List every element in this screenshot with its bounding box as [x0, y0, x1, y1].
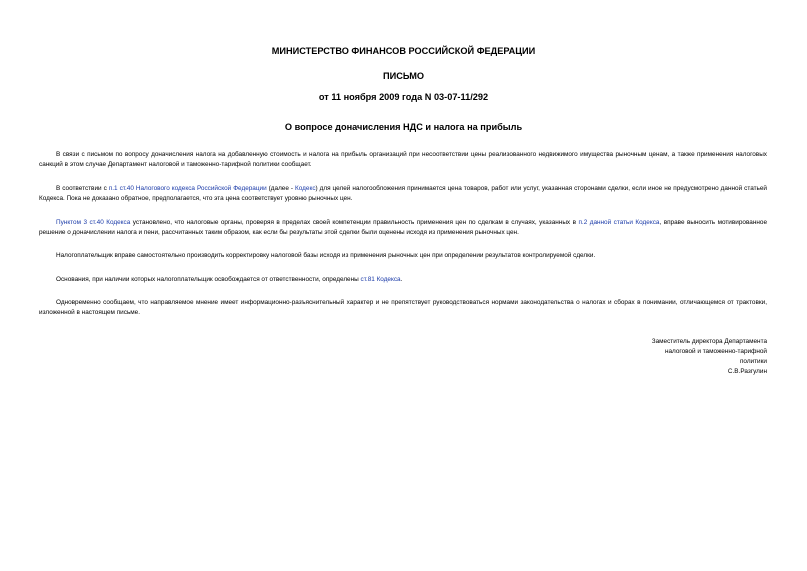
signature-position-line-3: политики: [739, 358, 767, 365]
signature-block: [652, 337, 767, 377]
date-number-heading: от 11 ноября 2009 года N 03-07-11/292: [318, 92, 489, 102]
subject-heading: О вопросе доначисления НДС и налога на прибыль: [284, 122, 523, 132]
article-40-point-2-link[interactable]: п.2 данной статьи Кодекса: [578, 218, 660, 226]
letter-body: [39, 150, 767, 332]
paragraph-2: [39, 184, 767, 204]
paragraph-2-text-end: ) для целей налогообложения принимается цена товаров, работ или услуг, указанная сторонами сделки, если иное не предусмотрено данной статьей Кодекса. Пока не доказано обратное, предполагается, что эта цена соответствует уровню рыночных цен.: [39, 184, 767, 202]
paragraph-3-text-mid: установлено, что налоговые органы, проверяя в пределах своей компетенции правильность применения цен по сделкам в случаях, указанных в: [130, 218, 579, 226]
signature-position-line-1: Заместитель директора Департамента: [651, 338, 767, 345]
paragraph-3-text-end: , вправе выносить мотивированное решение о доначислении налога и пени, рассчитанных таким образом, как если бы результаты этой сделки были оценены исходя из применения рыночных цен.: [39, 218, 767, 236]
signatory-name: С.В.Разгулин: [727, 368, 767, 375]
code-link[interactable]: Кодекс: [295, 184, 316, 192]
paragraph-3: [39, 218, 767, 238]
signature-position-line-2: налоговой и таможенно-тарифной: [664, 348, 767, 355]
ministry-heading: МИНИСТЕРСТВО ФИНАНСОВ РОССИЙСКОЙ ФЕДЕРАЦИИ: [271, 46, 536, 56]
paragraph-6: Одновременно сообщаем, что направляемое мнение имеет информационно-разъяснительный характер и не препятствует руководствоваться нормами законодательства о налогах и сборах в понимании, отличающемся от трактовки, изложенной в настоящем письме.: [39, 299, 767, 316]
paragraph-1: В связи с письмом по вопросу доначисления налога на добавленную стоимость и налога на прибыль организаций при несоответствии цены реализованного недвижимого имущества рыночным ценам, а также применения налоговых санкций в этом случае Департамент налоговой и таможенно-тарифной политики сообщает.: [39, 151, 767, 168]
paragraph-5-text-end: .: [400, 275, 403, 283]
paragraph-2-text-start: В соответствии с: [56, 184, 109, 192]
document-type-heading: ПИСЬМО: [382, 71, 425, 81]
paragraph-5-text-start: Основания, при наличии которых налогоплательщик освобождается от ответственности, определены: [56, 275, 361, 283]
article-81-link[interactable]: ст.81 Кодекса: [360, 275, 401, 283]
paragraph-5: [39, 275, 767, 285]
paragraph-2-text-mid: (далее -: [266, 184, 296, 192]
paragraph-4: Налогоплательщик вправе самостоятельно производить корректировку налоговой базы исходя из применения рыночных цен при определении результатов контролируемой сделки.: [56, 252, 596, 259]
tax-code-article-40-link[interactable]: п.1 ст.40 Налогового кодекса Российской Федерации: [108, 184, 267, 192]
article-40-point-3-link[interactable]: Пунктом 3 ст.40 Кодекса: [56, 218, 131, 226]
